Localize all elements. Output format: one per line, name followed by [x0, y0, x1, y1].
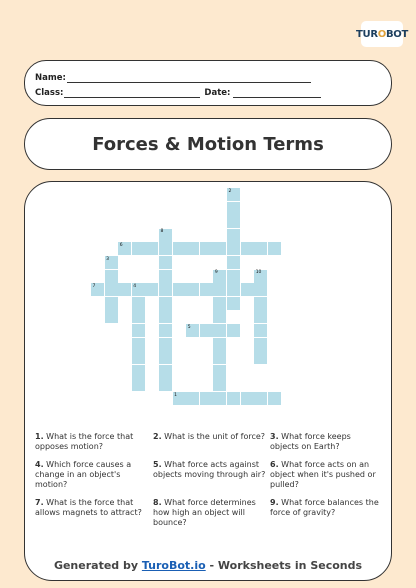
- page-title: Forces & Motion Terms: [92, 133, 324, 155]
- crossword-cell[interactable]: [254, 392, 267, 405]
- name-class-date-box: [24, 60, 392, 106]
- crossword-cell[interactable]: [227, 297, 240, 310]
- crossword-cell[interactable]: [159, 378, 172, 391]
- crossword-cell[interactable]: [254, 297, 267, 310]
- crossword-cell[interactable]: [254, 338, 267, 351]
- crossword-cell[interactable]: [132, 310, 145, 323]
- class-date-row: [35, 88, 321, 98]
- name-label: Name:: [35, 73, 66, 83]
- crossword-cell[interactable]: [105, 310, 118, 323]
- crossword-cell[interactable]: [227, 229, 240, 242]
- crossword-cell[interactable]: [241, 392, 254, 405]
- crossword-cell[interactable]: [241, 283, 254, 296]
- crossword-cell[interactable]: [200, 242, 213, 255]
- name-line[interactable]: [67, 74, 311, 83]
- crossword-cell[interactable]: [268, 242, 281, 255]
- crossword-cell[interactable]: [145, 242, 158, 255]
- clue-2: 2. What is the unit of force?: [153, 432, 266, 441]
- crossword-cell[interactable]: [200, 324, 213, 337]
- crossword-cell[interactable]: [105, 283, 118, 296]
- crossword-cell[interactable]: [227, 324, 240, 337]
- crossword-cell[interactable]: [227, 283, 240, 296]
- crossword-cell[interactable]: [105, 297, 118, 310]
- crossword-cell[interactable]: [227, 242, 240, 255]
- crossword-cell[interactable]: [132, 338, 145, 351]
- class-line[interactable]: [64, 89, 200, 98]
- crossword-cell[interactable]: [159, 351, 172, 364]
- crossword-cell[interactable]: [186, 392, 199, 405]
- clue-number: 7: [92, 283, 96, 289]
- crossword-cell[interactable]: [186, 283, 199, 296]
- clue-number: 3: [106, 256, 109, 262]
- class-label: Class:: [35, 88, 64, 98]
- crossword-cell[interactable]: [132, 351, 145, 364]
- crossword-cell[interactable]: [105, 270, 118, 283]
- crossword-cell[interactable]: [145, 283, 158, 296]
- turobot-link[interactable]: TuroBot.io: [141, 559, 206, 572]
- clue-number: 2: [228, 188, 232, 194]
- crossword-cell[interactable]: [159, 283, 172, 296]
- crossword-cell[interactable]: [227, 270, 240, 283]
- crossword-cell[interactable]: [254, 242, 267, 255]
- crossword-cell[interactable]: [132, 297, 145, 310]
- crossword-cell[interactable]: [118, 283, 131, 296]
- crossword-cell[interactable]: [200, 392, 213, 405]
- crossword-cell[interactable]: [132, 365, 145, 378]
- clue-list: [35, 432, 385, 528]
- crossword-cell[interactable]: [213, 242, 226, 255]
- crossword-cell[interactable]: [159, 270, 172, 283]
- crossword-cell[interactable]: [213, 338, 226, 351]
- clue-8: 8. What force determines how high an object will bounce?: [153, 498, 256, 527]
- turobot-logo: [356, 21, 408, 47]
- crossword-cell[interactable]: [159, 256, 172, 269]
- crossword-cell[interactable]: [132, 378, 145, 391]
- crossword-cell[interactable]: [213, 324, 226, 337]
- crossword-cell[interactable]: [159, 324, 172, 337]
- footer: Generated by TuroBot.io - Worksheets in Seconds: [53, 559, 363, 572]
- clue-number: 9: [214, 270, 218, 276]
- crossword-cell[interactable]: [254, 310, 267, 323]
- clue-number: 4: [133, 283, 137, 289]
- date-label: Date:: [204, 88, 231, 98]
- crossword-cell[interactable]: [213, 297, 226, 310]
- crossword-cell[interactable]: [186, 242, 199, 255]
- crossword-cell[interactable]: [159, 242, 172, 255]
- name-field[interactable]: [35, 73, 311, 83]
- clue-number: 1: [174, 392, 177, 398]
- clue-6: 6. What force acts on an object when it's pushed or pulled?: [270, 460, 376, 489]
- crossword-cell[interactable]: [200, 283, 213, 296]
- clue-9: 9. What force balances the force of gravity?: [270, 498, 379, 517]
- clue-number: 5: [187, 324, 191, 330]
- clue-1: 1. What is the force that opposes motion?: [35, 432, 134, 451]
- clue-5: 5. What force acts against objects moving through air?: [153, 460, 266, 479]
- clue-number: 10: [255, 270, 262, 276]
- crossword-cell[interactable]: [159, 310, 172, 323]
- crossword-cell[interactable]: [213, 283, 226, 296]
- crossword-cell[interactable]: [227, 202, 240, 215]
- crossword-cell[interactable]: [213, 392, 226, 405]
- crossword-cell[interactable]: [241, 242, 254, 255]
- crossword-cell[interactable]: [254, 283, 267, 296]
- crossword-cell[interactable]: [227, 215, 240, 228]
- crossword-box: [24, 181, 392, 581]
- clue-number: 6: [119, 242, 123, 248]
- crossword-cell[interactable]: [213, 310, 226, 323]
- crossword-cell[interactable]: [268, 392, 281, 405]
- crossword-cell[interactable]: [173, 242, 186, 255]
- title-box: [24, 118, 392, 170]
- crossword-cell[interactable]: [213, 351, 226, 364]
- clue-7: 7. What is the force that allows magnets to attract?: [35, 498, 142, 517]
- crossword-cell[interactable]: [227, 392, 240, 405]
- crossword-cell[interactable]: [159, 365, 172, 378]
- clue-3: 3. What force keeps objects on Earth?: [270, 432, 351, 451]
- crossword-cell[interactable]: [159, 297, 172, 310]
- crossword-cell[interactable]: [173, 283, 186, 296]
- crossword-cell[interactable]: [213, 378, 226, 391]
- date-line[interactable]: [233, 89, 321, 98]
- crossword-cell[interactable]: [132, 242, 145, 255]
- crossword-cell[interactable]: [227, 256, 240, 269]
- clue-4: 4. Which force causes a change in an object's motion?: [35, 460, 132, 489]
- crossword-cell[interactable]: [213, 365, 226, 378]
- crossword-cell[interactable]: [159, 338, 172, 351]
- logo-text: TUROBOT: [356, 28, 408, 40]
- clue-number: 8: [160, 229, 164, 235]
- crossword-cell[interactable]: [132, 324, 145, 337]
- crossword-cell[interactable]: [254, 351, 267, 364]
- crossword-cell[interactable]: [254, 324, 267, 337]
